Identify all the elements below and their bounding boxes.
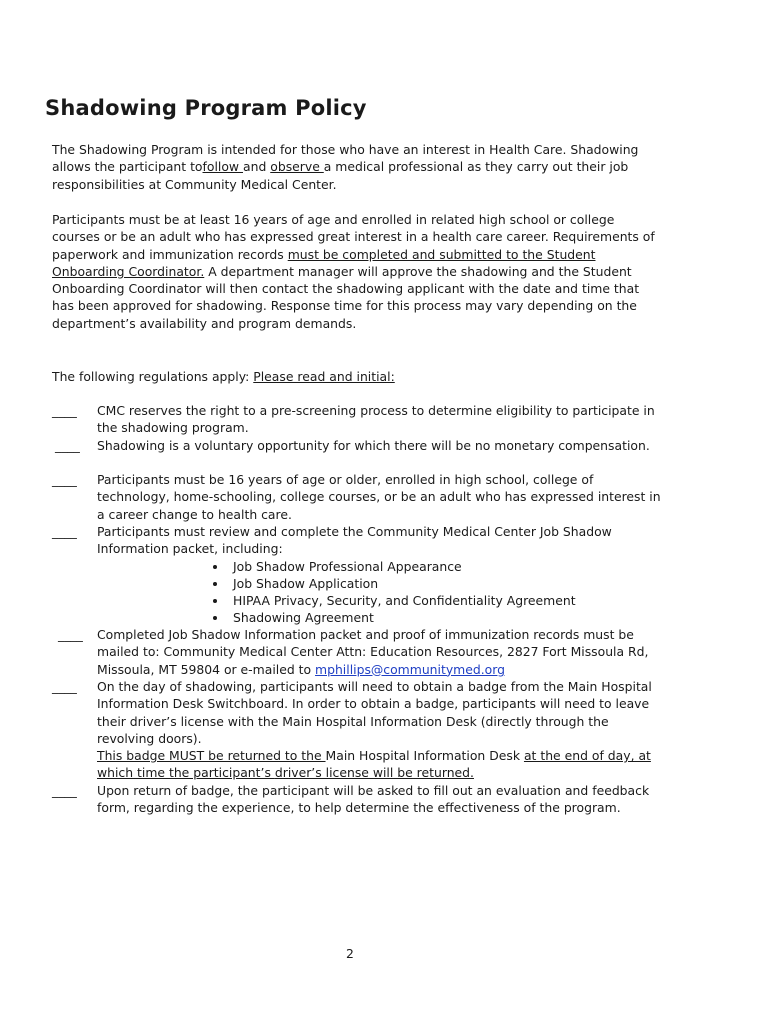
badge-note-part-1: This badge MUST be returned to the: [97, 748, 326, 764]
regulation-item-1: CMC reserves the right to a pre-screening process to determine eligibility to participate in the shadowing program.: [97, 403, 655, 436]
list-item: Shadowing Agreement: [97, 609, 667, 626]
list-item: Job Shadow Application: [97, 575, 667, 592]
regulations-intro: [52, 368, 662, 385]
initial-blank-7[interactable]: ____: [52, 783, 77, 798]
initial-blank-1[interactable]: ____: [52, 403, 77, 418]
list-item: Job Shadow Professional Appearance: [97, 558, 667, 575]
requirements-underlined: must be completed and submitted to the Student Onboarding Coordinator.: [52, 246, 596, 279]
initial-blank-5[interactable]: ____: [58, 627, 83, 642]
intro-follow: follow: [202, 159, 243, 175]
intro-text-1: The Shadowing Program is intended for those who have an interest in Health Care. Shadowing allows the participant to: [52, 142, 639, 175]
requirements-text-2: A department manager will approve the shadowing and the Student Onboarding Coordinator will then contact the shadowing applicant with the date and time that has been approved for shadowing. Response time for this process may vary depending on the department’s availability and program demands.: [52, 263, 640, 331]
intro-text-2: a medical professional as they carry out their job responsibilities at Community Medical Center.: [52, 159, 629, 192]
email-link[interactable]: mphillips@communitymed.org: [315, 661, 505, 677]
regulation-item-6: [97, 678, 667, 782]
regulation-item-4-text: Participants must review and complete the Community Medical Center Job Shadow Information packet, including:: [97, 524, 612, 557]
regulation-item-2: Shadowing is a voluntary opportunity for which there will be no monetary compensation.: [97, 438, 650, 453]
requirements-text-1: Participants must be at least 16 years of age and enrolled in related high school or college courses or be an adult who has expressed great interest in a health care career. Requirements of paperwork and immunization records: [52, 212, 655, 262]
list-item: HIPAA Privacy, Security, and Confidentiality Agreement: [97, 592, 667, 609]
badge-note-part-2: Main Hospital Information Desk: [325, 748, 524, 764]
intro-observe: observe: [270, 159, 324, 175]
regulation-item-5: [97, 626, 667, 678]
badge-note-part-3: at the end of day, at which time the participant’s: [97, 748, 651, 781]
initial-blank-4[interactable]: ____: [52, 524, 77, 539]
regulation-item-4: [97, 523, 667, 627]
badge-return-note: [97, 747, 667, 782]
intro-and: and: [243, 159, 271, 175]
regulation-item-5-text: Completed Job Shadow Information packet and proof of immunization records must be mailed to: Community Medical Center Attn: Education Resources, 2827 Fort Missoula Rd, Missoula, MT 59804 or e-mailed to: [97, 627, 649, 677]
regulations-intro-text: The following regulations apply:: [52, 369, 254, 384]
initial-blank-2[interactable]: ____: [55, 438, 80, 453]
shadow-packet-list: [97, 558, 667, 627]
initial-blank-6[interactable]: ____: [52, 679, 77, 694]
regulations-intro-underlined: Please read and initial:: [253, 369, 395, 384]
regulation-item-3: Participants must be 16 years of age or older, enrolled in high school, college of technology, home-schooling, college courses, or be an adult who has expressed interest in a career change to health care.: [97, 472, 661, 522]
page-number: 2: [346, 946, 354, 961]
regulation-item-7: Upon return of badge, the participant will be asked to fill out an evaluation and feedback form, regarding the experience, to help determine the effectiveness of the program.: [97, 783, 650, 816]
requirements-paragraph: [52, 211, 662, 332]
badge-note-part-4: driver’s license will be returned.: [274, 765, 474, 781]
regulation-item-6-text: On the day of shadowing, participants will need to obtain a badge from the Main Hospital Information Desk Switchboard. In order to obtain a badge, participants will need to leave their driver’s license with the Main Hospital Information Desk (directly through the revolving doors).: [97, 679, 652, 746]
page-title: Shadowing Program Policy: [45, 96, 367, 120]
intro-paragraph: [52, 141, 662, 193]
initial-blank-3[interactable]: ____: [52, 472, 77, 487]
